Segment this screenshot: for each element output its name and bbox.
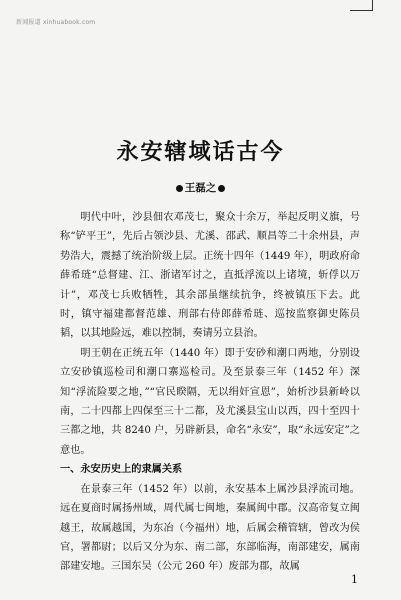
watermark: 新闻报道 xinhuabook.com bbox=[16, 19, 96, 26]
article-body bbox=[60, 208, 360, 577]
bullet-icon bbox=[218, 185, 225, 192]
paragraph: 明王朝在正统五年（1440 年）即于安砂和潮口两地，分别设立安砂镇巡检司和潮口寨巡检司。及至景泰三年（1452 年）深知“浮流险要之地，”“官民睽隔，无以绢奸宣恩”，始析沙县新岭以南，二十四都上四保至三十二都，及尤溪县宝山以西，四十至四十三都之地，共 8240 户，另辟新县，命名“永安”，取“永远安定”之意也。 bbox=[60, 347, 360, 456]
section-heading: 一、永安历史上的隶属关系 bbox=[60, 464, 183, 476]
author-name: 王磊之 bbox=[184, 182, 217, 194]
author-line bbox=[0, 180, 401, 195]
page-number: 1 bbox=[351, 573, 358, 586]
paragraph: 在景泰三年（1452 年）以前，永安基本上属沙县浮流司地。远在夏商时属扬州域，周代属七闽地，秦属闽中郡。汉高帝复立闽越王，故属越国，为东冶（今福州）地，后属会稽管辖，曾改为侯官，署都尉；以后又分为东、南二部，东部临海，南部建安，属南部建安地。三国东吴（公元 260 年）废部为郡，故属 bbox=[60, 483, 360, 573]
paragraph: 明代中叶，沙县佃农邓茂七，聚众十余万，举起反明义旗，号称“铲平王”，先后占领沙县、尤溪、邵武、顺昌等二十余州县，声势浩大，震撼了统治阶级上层。正统十四年（1449 年），明政府命薛希琏“总督建、江、浙诸军讨之，直抵浮流以上诸境，斩俘以万计”，邓茂七兵败牺牲，其余部虽继续抗争，终被镇压下去。此时，镇守福建都督范雄、刑部右侍郎薛希琏、巡按监察御史陈员韬，以其地险远，难以控制，奏请另立县治。 bbox=[60, 212, 360, 340]
bullet-icon bbox=[176, 185, 183, 192]
article-title: 永安辖域话古今 bbox=[116, 139, 285, 165]
corner-mark bbox=[350, 0, 373, 11]
